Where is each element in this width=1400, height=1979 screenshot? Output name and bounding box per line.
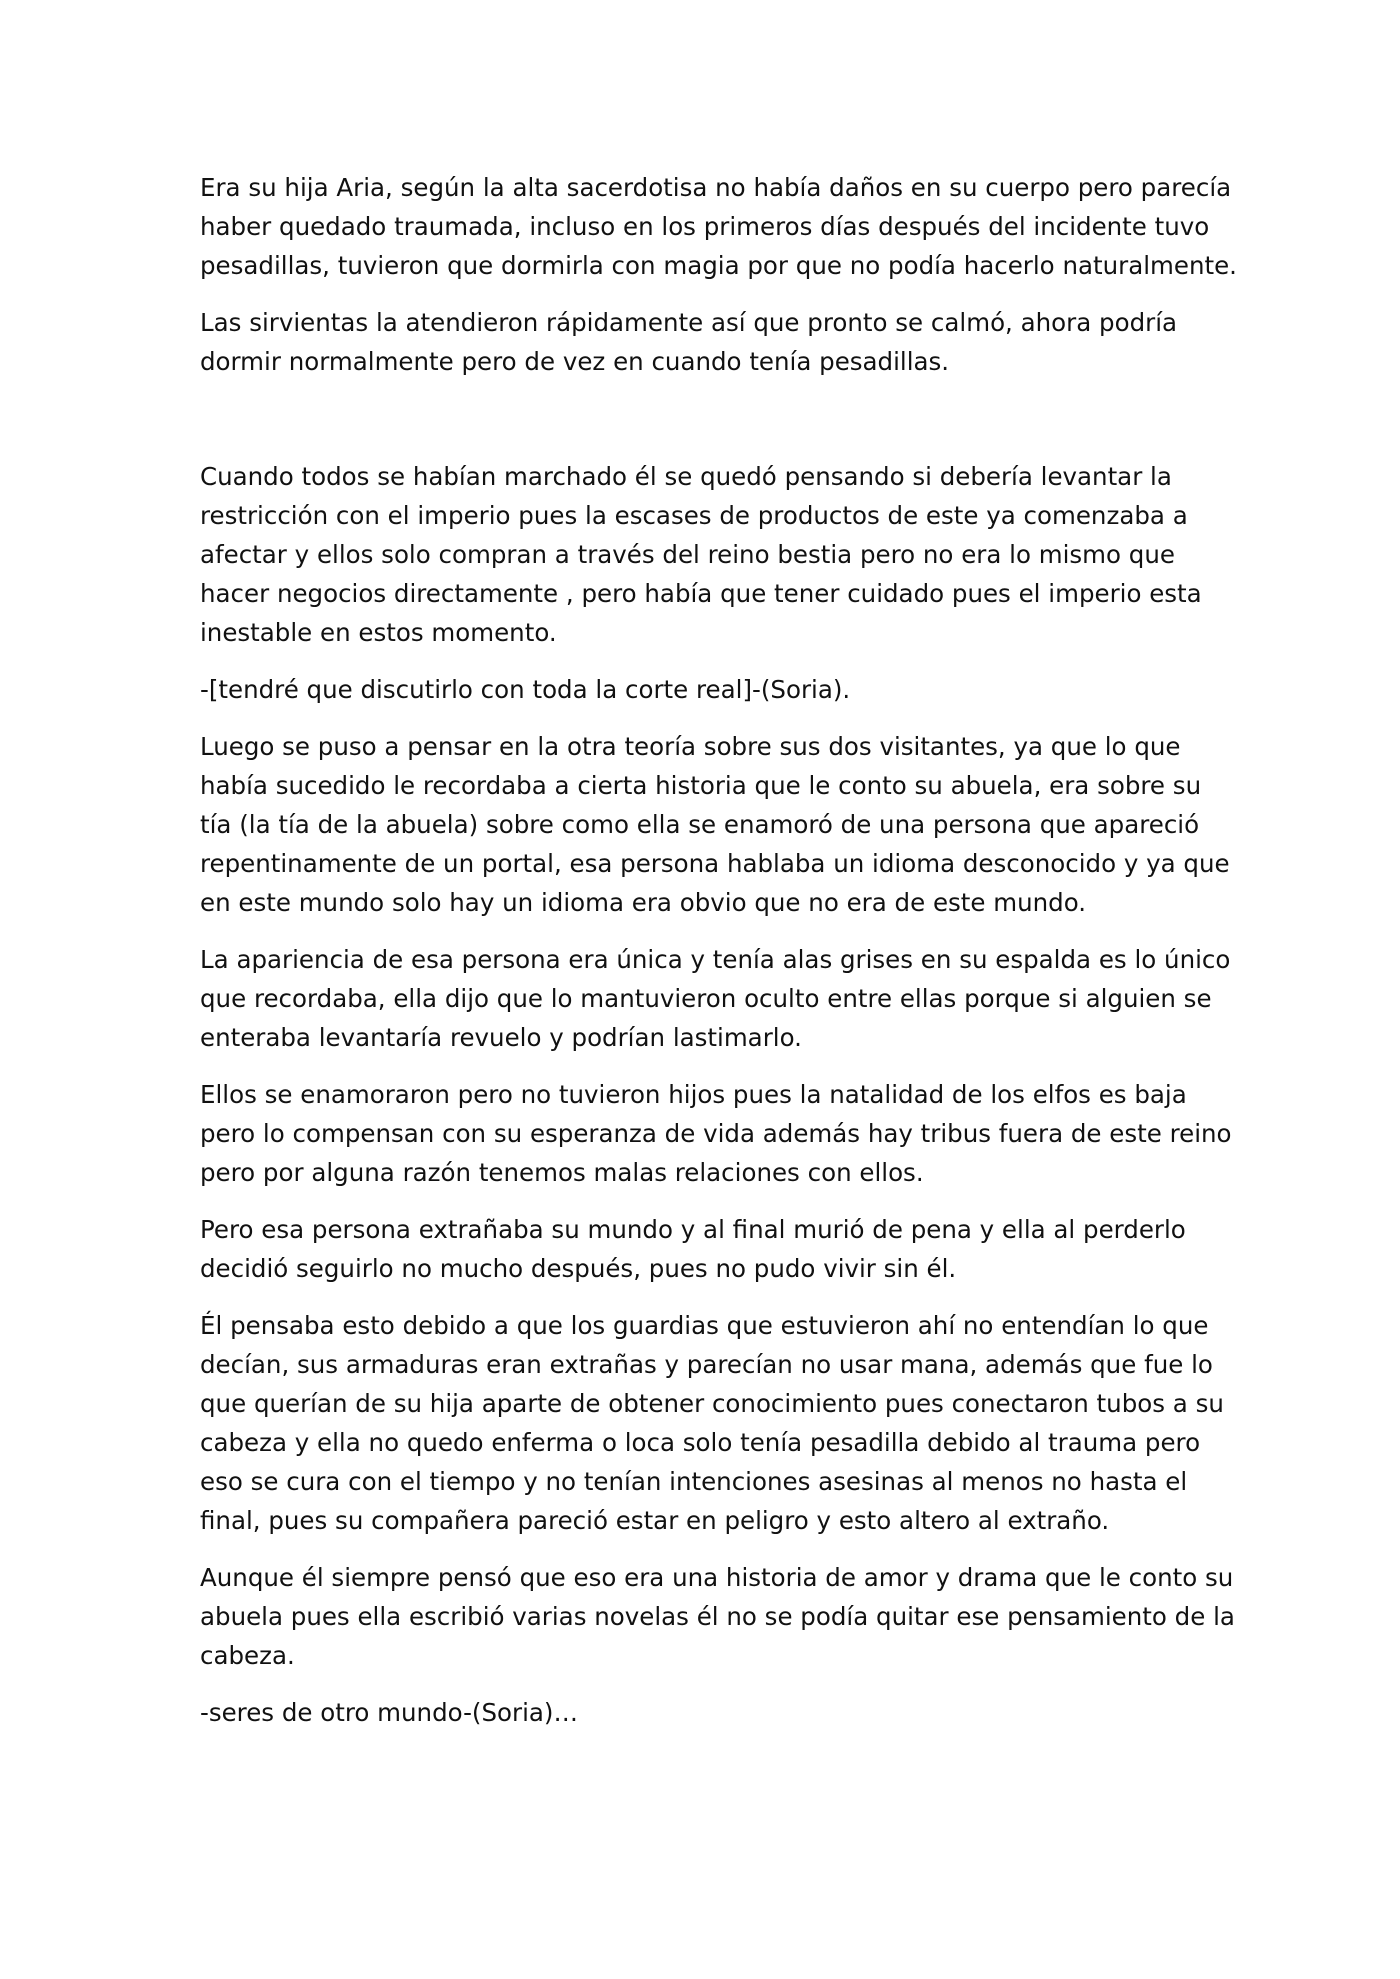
text-line: enteraba levantaría revuelo y podrían lastimarlo. <box>200 1023 802 1052</box>
dialogue-line <box>200 670 1200 709</box>
text-line: Las sirvientas la atendieron rápidamente así que pronto se calmó, ahora podría <box>200 308 1178 337</box>
text-line: inestable en estos momento. <box>200 618 557 647</box>
text-line: cabeza y ella no quedo enferma o loca solo tenía pesadilla debido al trauma pero <box>200 1428 1201 1457</box>
text-line: que querían de su hija aparte de obtener conocimiento pues conectaron tubos a su <box>200 1389 1224 1418</box>
text-line: Pero esa persona extrañaba su mundo y al final murió de pena y ella al perderlo <box>200 1215 1186 1244</box>
text-line: Luego se puso a pensar en la otra teoría sobre sus dos visitantes, ya que lo que <box>200 732 1181 761</box>
text-line: dormir normalmente pero de vez en cuando tenía pesadillas. <box>200 347 950 376</box>
text-line: Cuando todos se habían marchado él se quedó pensando si debería levantar la <box>200 462 1172 491</box>
text-line: -seres de otro mundo-(Soria)… <box>200 1698 578 1727</box>
paragraph <box>200 940 1231 1057</box>
text-line: había sucedido le recordaba a cierta historia que le conto su abuela, era sobre su <box>200 771 1202 800</box>
paragraph <box>200 1558 1235 1675</box>
text-line: hacer negocios directamente , pero había que tener cuidado pues el imperio esta <box>200 579 1202 608</box>
paragraph <box>200 727 1230 922</box>
text-line: pero por alguna razón tenemos malas relaciones con ellos. <box>200 1158 924 1187</box>
text-line: tía (la tía de la abuela) sobre como ella se enamoró de una persona que apareció <box>200 810 1200 839</box>
paragraph <box>200 303 1200 381</box>
text-line: abuela pues ella escribió varias novelas él no se podía quitar ese pensamiento de la <box>200 1602 1235 1631</box>
text-line: pero lo compensan con su esperanza de vida además hay tribus fuera de este reino <box>200 1119 1232 1148</box>
paragraph <box>200 168 1237 285</box>
text-line: que recordaba, ella dijo que lo mantuvieron oculto entre ellas porque si alguien se <box>200 984 1212 1013</box>
text-line: Era su hija Aria, según la alta sacerdotisa no había daños en su cuerpo pero parecía <box>200 173 1232 202</box>
dialogue-line <box>200 1693 1200 1732</box>
text-line: repentinamente de un portal, esa persona hablaba un idioma desconocido y ya que <box>200 849 1230 878</box>
paragraph <box>200 1306 1224 1540</box>
text-line: en este mundo solo hay un idioma era obvio que no era de este mundo. <box>200 888 1087 917</box>
text-line: La apariencia de esa persona era única y tenía alas grises en su espalda es lo único <box>200 945 1231 974</box>
body-text <box>200 168 1237 1750</box>
paragraph <box>200 1075 1232 1192</box>
text-line: decían, sus armaduras eran extrañas y parecían no usar mana, además que fue lo <box>200 1350 1213 1379</box>
text-line: Él pensaba esto debido a que los guardias que estuvieron ahí no entendían lo que <box>200 1311 1209 1340</box>
text-line: restricción con el imperio pues la escases de productos de este ya comenzaba a <box>200 501 1188 530</box>
text-line: -[tendré que discutirlo con toda la corte real]-(Soria). <box>200 675 851 704</box>
text-line: Aunque él siempre pensó que eso era una historia de amor y drama que le conto su <box>200 1563 1234 1592</box>
text-line: pesadillas, tuvieron que dormirla con magia por que no podía hacerlo naturalmente. <box>200 251 1237 280</box>
text-line: afectar y ellos solo compran a través del reino bestia pero no era lo mismo que <box>200 540 1175 569</box>
text-line: haber quedado traumada, incluso en los primeros días después del incidente tuvo <box>200 212 1210 241</box>
text-line: eso se cura con el tiempo y no tenían intenciones asesinas al menos no hasta el <box>200 1467 1188 1496</box>
text-line: Ellos se enamoraron pero no tuvieron hijos pues la natalidad de los elfos es baja <box>200 1080 1187 1109</box>
paragraph <box>200 457 1200 652</box>
text-line: cabeza. <box>200 1641 295 1670</box>
text-line: decidió seguirlo no mucho después, pues no pudo vivir sin él. <box>200 1254 957 1283</box>
text-line: final, pues su compañera pareció estar en peligro y esto altero al extraño. <box>200 1506 1110 1535</box>
paragraph <box>200 1210 1200 1288</box>
